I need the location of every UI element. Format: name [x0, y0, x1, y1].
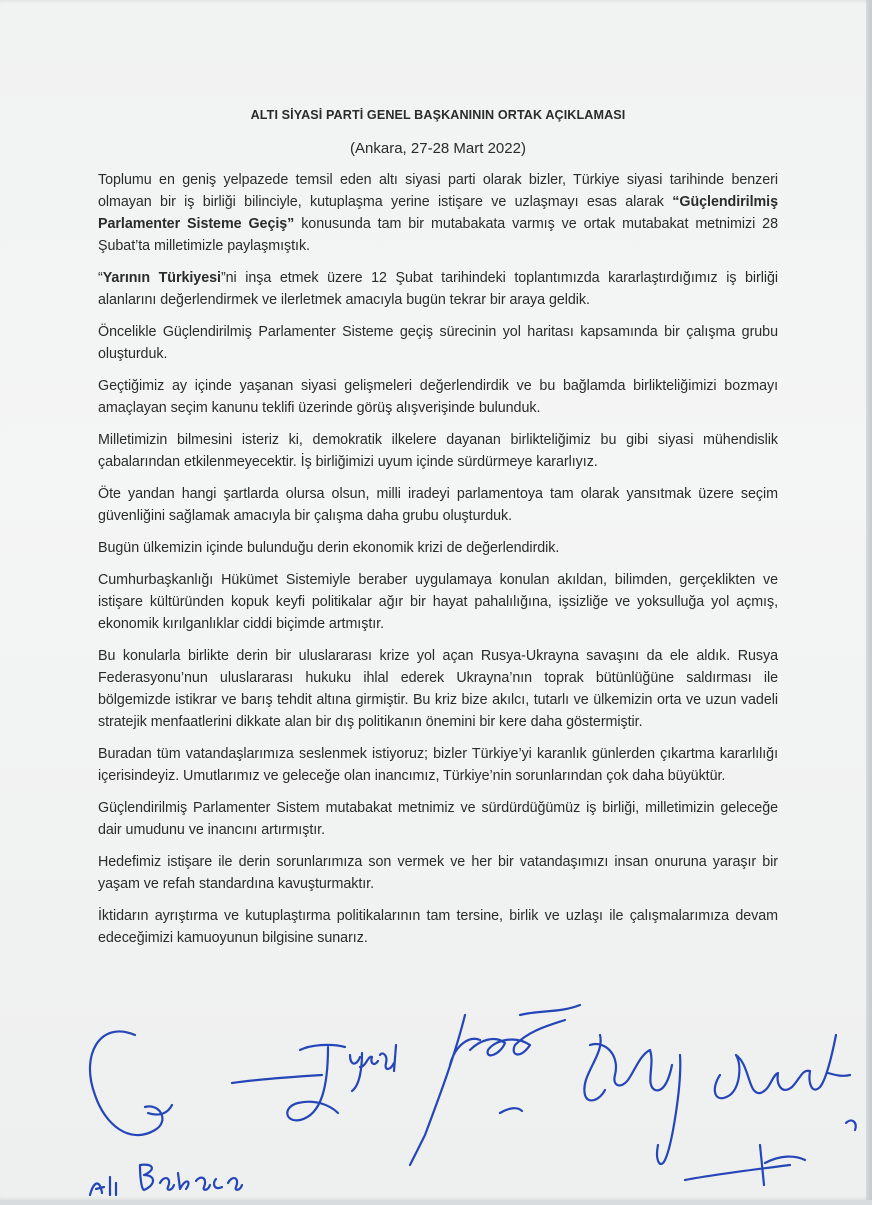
- signature-4: [584, 1035, 680, 1164]
- paragraph: Geçtiğimiz ay içinde yaşanan siyasi gelişmeleri değerlendirdik ve bu bağlamda birlikteliğimizi bozmayı amaçlayan seçim kanunu teklifi üzerinde görüş alışverişinde bulunduk.: [98, 378, 778, 416]
- paragraph: Öte yandan hangi şartlarda olursa olsun, milli iradeyi parlamentoya tam olarak yansıtmak üzere seçim güvenliğini sağlamak amacıyla bir çalışma daha grubu oluşturduk.: [98, 486, 778, 524]
- paragraph: Toplumu en geniş yelpazede temsil eden altı siyasi parti olarak bizler, Türkiye siyasi tarihinde benzeri olmayan bir iş birliği bilinciyle, kutuplaşma yerine istişare ve uzlaşmayı esas alarak “Güçlendirilmiş Parlamenter Sisteme Geçiş” konusunda tam bir mutabakata varmış ve ortak mutabakat metnimizi 28 Şubat’ta milletimizle paylaşmıştık.: [98, 172, 778, 254]
- paragraph: İktidarın ayrıştırma ve kutuplaştırma politikalarının tam tersine, birlik ve uzlaşı ile çalışmalarımıza devam edeceğimizi kamuoyunun bilgisine sunarız.: [98, 908, 778, 946]
- paragraph: Bu konularla birlikte derin bir uluslararası krize yol açan Rusya-Ukrayna savaşını da ele aldık. Rusya Federasyonu’nun uluslararası hukuku ihlal ederek Ukrayna’nın toprak bütünlüğüne saldırması ile bölgemizde istikrar ve barış tehdit altına girmiştir. Bu kriz bize akılcı, tutarlı ve ülkemizin orta ve uzun vadeli stratejik menfaatlerini dikkate alan bir dış politikanın önemini bir kere daha göstermiştir.: [98, 648, 778, 730]
- handwritten-signatures: [60, 995, 860, 1200]
- paragraph: Güçlendirilmiş Parlamenter Sistem mutabakat metnimiz ve sürdürdüğümüz iş birliği, milletimizin geleceğe dair umudunu ve inancını artırmıştır.: [98, 800, 778, 838]
- signatures-area: [60, 995, 860, 1200]
- signature-1: [90, 1031, 162, 1135]
- paragraph: Bugün ülkemizin içinde bulunduğu derin ekonomik krizi de değerlendirdik.: [98, 540, 560, 556]
- page-edge: [866, 0, 872, 1200]
- paragraph: “Yarının Türkiyesi”ni inşa etmek üzere 12 Şubat tarihindeki toplantımızda kararlaştırdığımız iş birliği alanlarını değerlendirmek ve ilerletmek amacıyla bugün tekrar bir araya geldik.: [98, 270, 778, 308]
- signature-2: [287, 1045, 345, 1121]
- signature-3: [410, 1005, 580, 1165]
- paragraph: Öncelikle Güçlendirilmiş Parlamenter Sisteme geçiş sürecinin yol haritası kapsamında bir çalışma grubu oluşturduk.: [98, 324, 778, 362]
- document-title: ALTI SİYASİ PARTİ GENEL BAŞKANININ ORTAK AÇIKLAMASI: [250, 108, 626, 122]
- document-body: [98, 108, 778, 959]
- paragraph: Milletimizin bilmesini isteriz ki, demokratik ilkelere dayanan birlikteliğimiz bu gibi siyasi mühendislik çabalarından etkilenmeyecektir. İş birliğimizi uyum içinde sürdürmeye kararlıyız.: [98, 432, 778, 470]
- signature-5: [715, 1035, 850, 1098]
- paragraph: Cumhurbaşkanlığı Hükümet Sistemiyle beraber uygulamaya konulan akıldan, bilimden, gerçeklikten ve istişare kültüründen kopuk keyfi politikalar ağır bir hayat pahalılığına, işsizliğe ve yoksulluğa yol açmış, ekonomik kırılganlıklar ciddi biçimde artmıştır.: [98, 572, 778, 632]
- paragraph: Buradan tüm vatandaşlarımıza seslenmek istiyoruz; bizler Türkiye’yi karanlık günlerden çıkartma kararlılığı içerisindeyiz. Umutlarımız ve geleceğe olan inancımız, Türkiye’nin sorunlarından çok daha büyüktür.: [98, 746, 778, 784]
- document-subtitle: (Ankara, 27-28 Mart 2022): [350, 140, 526, 157]
- signature-1-name: [90, 1177, 116, 1195]
- paragraph: Hedefimiz istişare ile derin sorunlarımıza son vermek ve her bir vatandaşımızı insan onuruna yaraşır bir yaşam ve refah standardına kavuşturmaktır.: [98, 854, 778, 892]
